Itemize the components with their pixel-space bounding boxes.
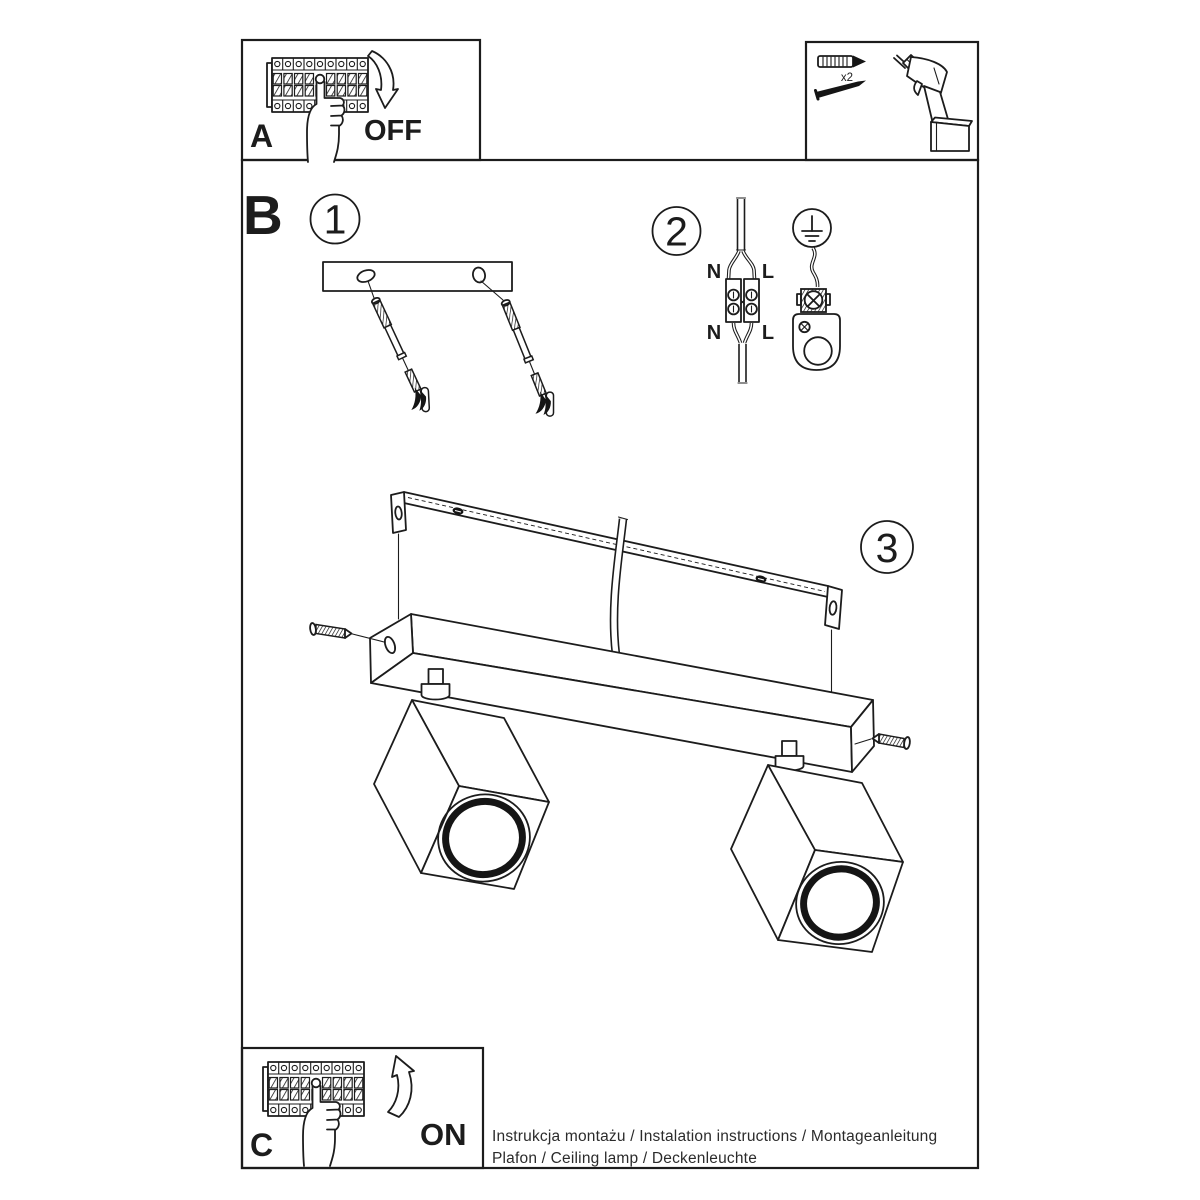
- step-1-number: 1: [323, 196, 347, 243]
- step-2-number: 2: [665, 208, 688, 255]
- anchor-quantity-label: x2: [840, 72, 854, 84]
- label-l-bottom: L: [761, 322, 775, 344]
- breaker-panel-icon: [263, 1062, 364, 1166]
- box-tools: [806, 42, 978, 160]
- spotlight-head-icon-right: [731, 765, 903, 952]
- power-drill-icon: [894, 55, 972, 151]
- label-l-top: L: [761, 261, 775, 283]
- footer-product-line: Plafon / Ceiling lamp / Deckenleuchte: [492, 1150, 758, 1167]
- step-3-number: 3: [875, 525, 899, 571]
- terminal-block-icon: [726, 279, 759, 383]
- footer-title-line: Instrukcja montażu / Instalation instructions / Montageanleitung: [492, 1128, 938, 1145]
- step-2: [653, 198, 841, 383]
- screw-anchor-icon-right: [492, 296, 562, 422]
- box-a: [242, 40, 480, 162]
- ground-clamp-icon: [793, 248, 840, 370]
- lamp-cable-icon: [614, 517, 628, 655]
- label-n-bottom: N: [706, 322, 722, 344]
- box-c-label: C: [250, 1127, 274, 1163]
- box-c: [242, 1048, 483, 1168]
- step-1: [311, 195, 562, 423]
- spotlight-head-icon-left: [374, 700, 549, 890]
- earth-symbol-icon: [793, 209, 831, 247]
- side-screw-icon-left: [309, 623, 384, 642]
- label-n-top: N: [706, 261, 722, 283]
- rotate-off-arrow-icon: [368, 51, 398, 108]
- section-b-label: B: [243, 184, 283, 246]
- step-3: [309, 492, 913, 952]
- wall-anchor-icon: [818, 56, 866, 68]
- footer: [492, 1128, 937, 1167]
- box-a-label: A: [250, 118, 274, 154]
- box-a-off-text: OFF: [364, 115, 422, 147]
- mounting-plate-icon: [323, 262, 512, 291]
- screw-anchor-icon-left: [362, 294, 438, 418]
- rotate-on-arrow-icon: [388, 1056, 414, 1117]
- breaker-panel-icon: [267, 58, 368, 162]
- mains-cable-icon: [729, 198, 755, 279]
- box-c-on-text: ON: [420, 1117, 467, 1152]
